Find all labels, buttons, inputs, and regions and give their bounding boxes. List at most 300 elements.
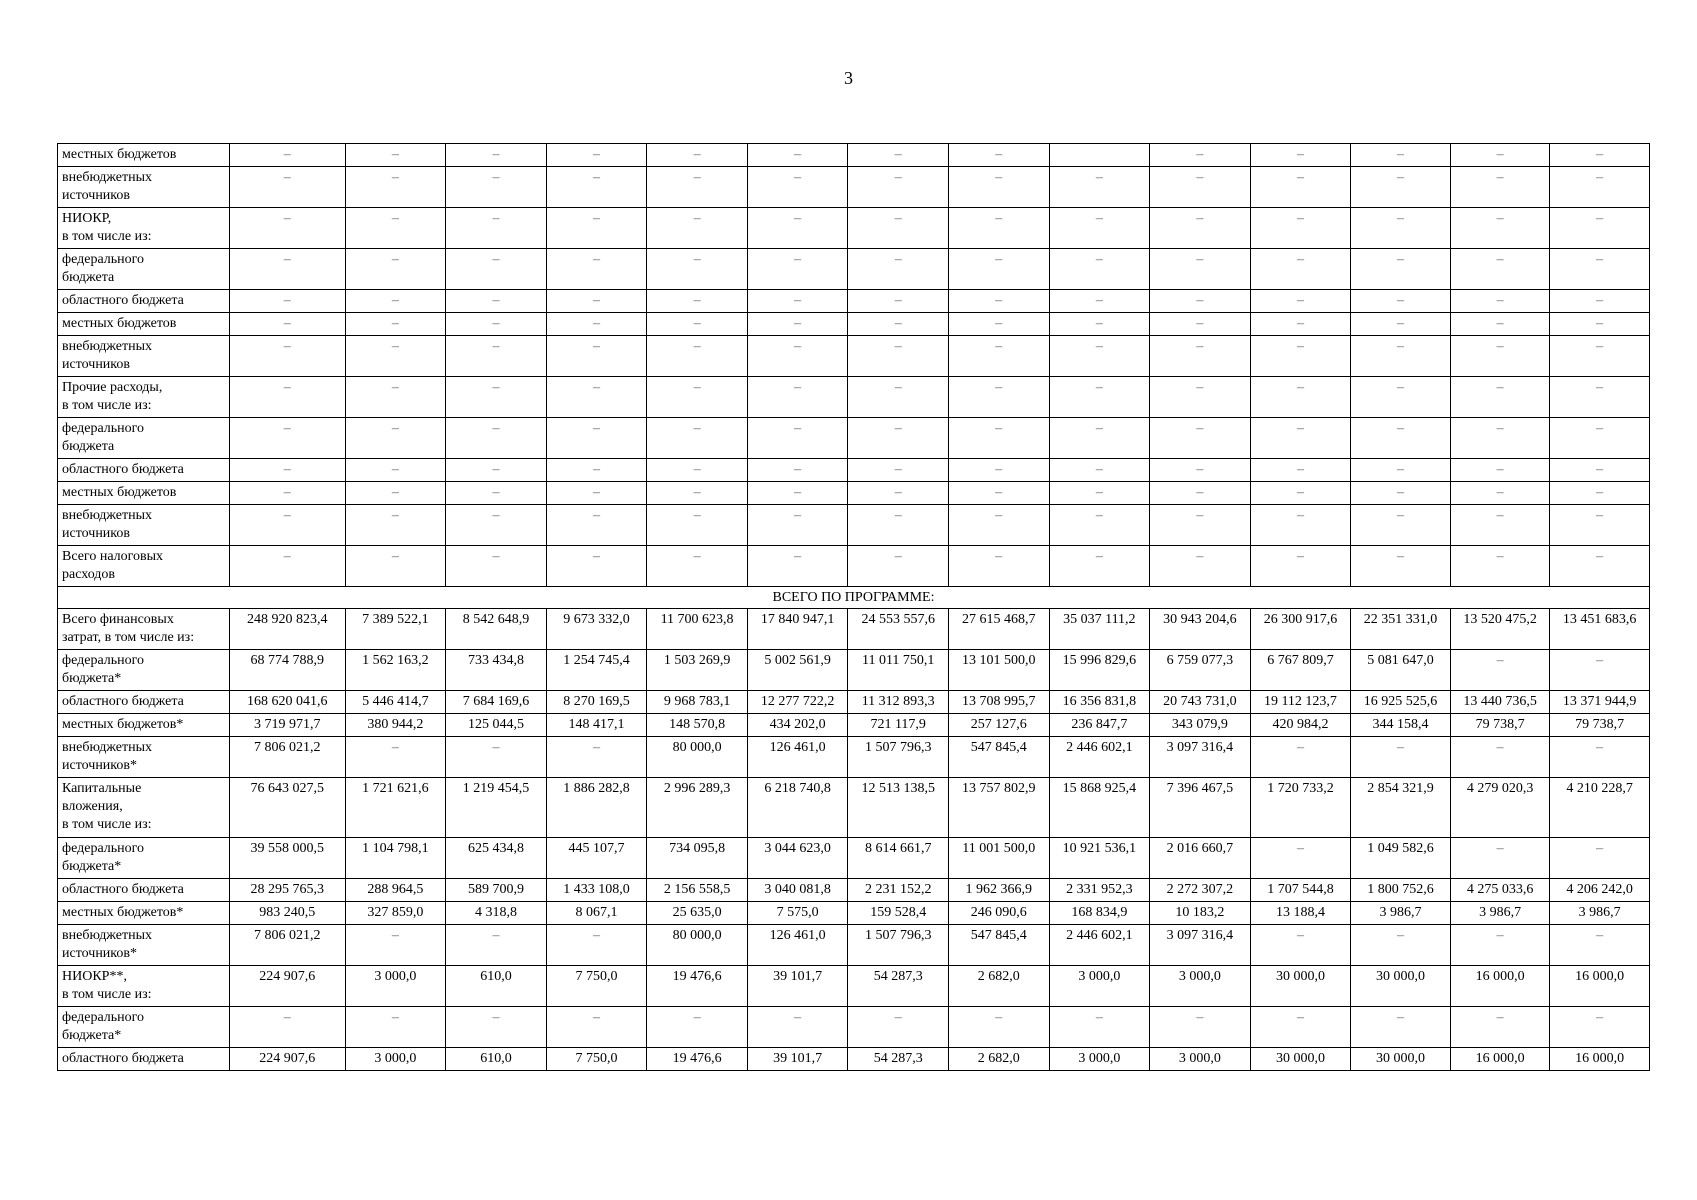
row-label-line: вложения, <box>62 799 123 814</box>
row-label <box>58 609 230 650</box>
value-cell: – <box>546 208 647 249</box>
value-cell: – <box>1250 313 1351 336</box>
value-cell: 2 446 602,1 <box>1049 925 1150 966</box>
value-cell: 3 000,0 <box>1049 1048 1150 1071</box>
value-cell: – <box>1550 290 1650 313</box>
value-cell <box>1049 144 1150 167</box>
value-cell: 76 643 027,5 <box>229 778 345 838</box>
value-cell: 8 067,1 <box>546 902 647 925</box>
value-cell: – <box>647 505 748 546</box>
row-label-line: источников* <box>62 946 138 961</box>
value-cell: – <box>1450 838 1550 879</box>
value-cell: 1 707 544,8 <box>1250 879 1351 902</box>
value-cell: – <box>1450 418 1550 459</box>
value-cell: 236 847,7 <box>1049 714 1150 737</box>
value-cell: – <box>848 249 949 290</box>
value-cell: – <box>1250 418 1351 459</box>
value-cell: 17 840 947,1 <box>747 609 848 650</box>
value-cell: – <box>1550 167 1650 208</box>
value-cell: – <box>1049 290 1150 313</box>
value-cell: – <box>1450 249 1550 290</box>
value-cell: 148 570,8 <box>647 714 748 737</box>
table-row <box>58 208 1650 249</box>
row-label <box>58 778 230 838</box>
value-cell: 721 117,9 <box>848 714 949 737</box>
value-cell: 2 231 152,2 <box>848 879 949 902</box>
value-cell: – <box>647 249 748 290</box>
value-cell: 3 986,7 <box>1351 902 1451 925</box>
value-cell: 30 000,0 <box>1351 966 1451 1007</box>
value-cell: 4 206 242,0 <box>1550 879 1650 902</box>
value-cell: 1 507 796,3 <box>848 737 949 778</box>
value-cell: 2 854 321,9 <box>1351 778 1451 838</box>
value-cell: – <box>446 737 547 778</box>
value-cell: – <box>948 290 1049 313</box>
value-cell: – <box>948 144 1049 167</box>
value-cell: 168 620 041,6 <box>229 691 345 714</box>
value-cell: – <box>1049 459 1150 482</box>
value-cell: 7 396 467,5 <box>1150 778 1251 838</box>
row-label-line: внебюджетных <box>62 928 153 943</box>
value-cell: 25 635,0 <box>647 902 748 925</box>
value-cell: 16 000,0 <box>1550 966 1650 1007</box>
value-cell: 12 513 138,5 <box>848 778 949 838</box>
value-cell: – <box>229 418 345 459</box>
value-cell: – <box>546 290 647 313</box>
value-cell: 39 101,7 <box>747 1048 848 1071</box>
value-cell: – <box>747 144 848 167</box>
value-cell: 248 920 823,4 <box>229 609 345 650</box>
value-cell: 344 158,4 <box>1351 714 1451 737</box>
value-cell: 68 774 788,9 <box>229 650 345 691</box>
value-cell: 7 750,0 <box>546 966 647 1007</box>
table-row <box>58 313 1650 336</box>
value-cell: – <box>446 313 547 336</box>
row-label-line: источников <box>62 188 131 203</box>
value-cell: 1 104 798,1 <box>345 838 446 879</box>
value-cell: – <box>1049 546 1150 587</box>
financing-table <box>57 143 1650 1071</box>
value-cell: – <box>1250 336 1351 377</box>
value-cell: – <box>747 418 848 459</box>
value-cell: – <box>1150 208 1251 249</box>
value-cell: – <box>747 505 848 546</box>
value-cell: – <box>848 208 949 249</box>
value-cell: – <box>1250 482 1351 505</box>
value-cell: – <box>647 1007 748 1048</box>
row-label-line: в том числе из: <box>62 398 152 413</box>
value-cell: 8 614 661,7 <box>848 838 949 879</box>
row-label-line: областного бюджета <box>62 694 184 709</box>
value-cell: – <box>345 482 446 505</box>
row-label <box>58 459 230 482</box>
value-cell: 3 000,0 <box>1150 1048 1251 1071</box>
value-cell: 610,0 <box>446 1048 547 1071</box>
value-cell: 3 097 316,4 <box>1150 925 1251 966</box>
table-row <box>58 609 1650 650</box>
value-cell: 589 700,9 <box>446 879 547 902</box>
row-label-line: НИОКР, <box>62 211 112 226</box>
section-title: ВСЕГО ПО ПРОГРАММЕ: <box>58 587 1650 609</box>
value-cell: – <box>1150 249 1251 290</box>
value-cell: – <box>446 167 547 208</box>
value-cell: – <box>647 546 748 587</box>
value-cell: 126 461,0 <box>747 925 848 966</box>
value-cell: 13 101 500,0 <box>948 650 1049 691</box>
value-cell: – <box>446 249 547 290</box>
value-cell: 80 000,0 <box>647 925 748 966</box>
value-cell: – <box>747 167 848 208</box>
value-cell: 1 507 796,3 <box>848 925 949 966</box>
row-label <box>58 336 230 377</box>
value-cell: 79 738,7 <box>1450 714 1550 737</box>
value-cell: 6 767 809,7 <box>1250 650 1351 691</box>
value-cell: – <box>948 1007 1049 1048</box>
value-cell: – <box>848 336 949 377</box>
value-cell: 15 996 829,6 <box>1049 650 1150 691</box>
value-cell: 54 287,3 <box>848 1048 949 1071</box>
value-cell: – <box>1550 377 1650 418</box>
value-cell: – <box>647 377 748 418</box>
value-cell: 1 721 621,6 <box>345 778 446 838</box>
table-row <box>58 902 1650 925</box>
value-cell: – <box>848 1007 949 1048</box>
value-cell: – <box>1351 290 1451 313</box>
value-cell: – <box>345 377 446 418</box>
row-label-line: бюджета* <box>62 1028 122 1043</box>
value-cell: – <box>546 418 647 459</box>
value-cell: 380 944,2 <box>345 714 446 737</box>
value-cell: – <box>446 925 547 966</box>
row-label <box>58 1048 230 1071</box>
value-cell: 16 000,0 <box>1450 966 1550 1007</box>
value-cell: – <box>546 144 647 167</box>
value-cell: – <box>647 336 748 377</box>
value-cell: 3 097 316,4 <box>1150 737 1251 778</box>
value-cell: 224 907,6 <box>229 1048 345 1071</box>
value-cell: – <box>1351 505 1451 546</box>
value-cell: 2 996 289,3 <box>647 778 748 838</box>
value-cell: 1 962 366,9 <box>948 879 1049 902</box>
value-cell: – <box>546 167 647 208</box>
row-label-line: областного бюджета <box>62 882 184 897</box>
row-label-line: бюджета* <box>62 671 122 686</box>
row-label <box>58 377 230 418</box>
row-label-line: внебюджетных <box>62 740 153 755</box>
value-cell: – <box>1250 167 1351 208</box>
value-cell: – <box>229 313 345 336</box>
value-cell: – <box>446 336 547 377</box>
value-cell: 1 800 752,6 <box>1351 879 1451 902</box>
row-label-line: НИОКР**, <box>62 969 127 984</box>
value-cell: – <box>747 249 848 290</box>
value-cell: 257 127,6 <box>948 714 1049 737</box>
value-cell: – <box>345 208 446 249</box>
row-label-line: областного бюджета <box>62 1051 184 1066</box>
value-cell: – <box>948 377 1049 418</box>
value-cell: 11 001 500,0 <box>948 838 1049 879</box>
value-cell: 27 615 468,7 <box>948 609 1049 650</box>
value-cell: 20 743 731,0 <box>1150 691 1251 714</box>
row-label <box>58 925 230 966</box>
value-cell: – <box>345 249 446 290</box>
value-cell: – <box>848 418 949 459</box>
row-label <box>58 838 230 879</box>
value-cell: – <box>848 290 949 313</box>
value-cell: – <box>345 737 446 778</box>
value-cell: – <box>546 925 647 966</box>
value-cell: – <box>848 546 949 587</box>
value-cell: – <box>647 290 748 313</box>
table-row <box>58 714 1650 737</box>
value-cell: – <box>1250 505 1351 546</box>
value-cell: 10 921 536,1 <box>1049 838 1150 879</box>
row-label-line: Всего финансовых <box>62 612 174 627</box>
value-cell: – <box>546 482 647 505</box>
value-cell: 4 279 020,3 <box>1450 778 1550 838</box>
value-cell: 734 095,8 <box>647 838 748 879</box>
value-cell: 224 907,6 <box>229 966 345 1007</box>
value-cell: – <box>1150 313 1251 336</box>
value-cell: – <box>747 1007 848 1048</box>
row-label <box>58 691 230 714</box>
value-cell: 3 000,0 <box>1150 966 1251 1007</box>
table-row <box>58 336 1650 377</box>
value-cell: 327 859,0 <box>345 902 446 925</box>
value-cell: – <box>546 1007 647 1048</box>
value-cell: – <box>1250 144 1351 167</box>
value-cell: – <box>1150 377 1251 418</box>
value-cell: 420 984,2 <box>1250 714 1351 737</box>
value-cell: – <box>948 418 1049 459</box>
row-label-line: источников* <box>62 758 138 773</box>
value-cell: – <box>546 377 647 418</box>
value-cell: – <box>1450 336 1550 377</box>
value-cell: – <box>446 144 547 167</box>
value-cell: 1 562 163,2 <box>345 650 446 691</box>
value-cell: 125 044,5 <box>446 714 547 737</box>
value-cell: 7 684 169,6 <box>446 691 547 714</box>
value-cell: – <box>1351 167 1451 208</box>
table-row <box>58 650 1650 691</box>
row-label <box>58 167 230 208</box>
row-label-line: федерального <box>62 421 145 436</box>
value-cell: – <box>1351 418 1451 459</box>
value-cell: – <box>1450 737 1550 778</box>
value-cell: 13 188,4 <box>1250 902 1351 925</box>
row-label <box>58 966 230 1007</box>
value-cell: – <box>848 459 949 482</box>
value-cell: 1 219 454,5 <box>446 778 547 838</box>
row-label-line: бюджета <box>62 439 115 454</box>
value-cell: 28 295 765,3 <box>229 879 345 902</box>
table-row <box>58 546 1650 587</box>
value-cell: – <box>446 505 547 546</box>
value-cell: 24 553 557,6 <box>848 609 949 650</box>
row-label-line: областного бюджета <box>62 462 184 477</box>
value-cell: – <box>1049 505 1150 546</box>
value-cell: – <box>1250 208 1351 249</box>
value-cell: 39 101,7 <box>747 966 848 1007</box>
value-cell: – <box>1049 482 1150 505</box>
value-cell: 5 081 647,0 <box>1351 650 1451 691</box>
value-cell: – <box>1550 838 1650 879</box>
value-cell: – <box>446 482 547 505</box>
value-cell: – <box>1450 313 1550 336</box>
table-row <box>58 737 1650 778</box>
value-cell: – <box>1450 1007 1550 1048</box>
row-label <box>58 737 230 778</box>
table-row <box>58 290 1650 313</box>
value-cell: – <box>1550 482 1650 505</box>
value-cell: – <box>1450 505 1550 546</box>
value-cell: – <box>546 336 647 377</box>
value-cell: – <box>546 737 647 778</box>
row-label-line: Всего налоговых <box>62 549 164 564</box>
value-cell: – <box>1550 208 1650 249</box>
value-cell: 16 356 831,8 <box>1049 691 1150 714</box>
value-cell: – <box>1250 838 1351 879</box>
value-cell: 5 002 561,9 <box>747 650 848 691</box>
value-cell: – <box>1351 925 1451 966</box>
value-cell: 5 446 414,7 <box>345 691 446 714</box>
row-label <box>58 546 230 587</box>
table-row <box>58 778 1650 838</box>
value-cell: 19 112 123,7 <box>1250 691 1351 714</box>
value-cell: – <box>647 144 748 167</box>
value-cell: – <box>446 208 547 249</box>
row-label <box>58 313 230 336</box>
row-label-line: внебюджетных <box>62 508 153 523</box>
row-label <box>58 714 230 737</box>
table-row <box>58 879 1650 902</box>
value-cell: – <box>345 459 446 482</box>
value-cell: – <box>229 505 345 546</box>
value-cell: – <box>647 418 748 459</box>
value-cell: – <box>446 546 547 587</box>
value-cell: – <box>1150 290 1251 313</box>
value-cell: – <box>1550 737 1650 778</box>
value-cell: – <box>1250 925 1351 966</box>
value-cell: – <box>1550 459 1650 482</box>
table-row <box>58 482 1650 505</box>
value-cell: – <box>1351 249 1451 290</box>
value-cell: 13 520 475,2 <box>1450 609 1550 650</box>
value-cell: – <box>345 313 446 336</box>
value-cell: 4 275 033,6 <box>1450 879 1550 902</box>
value-cell: 733 434,8 <box>446 650 547 691</box>
value-cell: 4 210 228,7 <box>1550 778 1650 838</box>
value-cell: – <box>229 144 345 167</box>
value-cell: – <box>747 377 848 418</box>
value-cell: – <box>546 249 647 290</box>
value-cell: 6 218 740,8 <box>747 778 848 838</box>
value-cell: – <box>546 313 647 336</box>
value-cell: – <box>229 249 345 290</box>
value-cell: 434 202,0 <box>747 714 848 737</box>
value-cell: – <box>1049 1007 1150 1048</box>
value-cell: – <box>345 290 446 313</box>
value-cell: – <box>647 167 748 208</box>
value-cell: 2 682,0 <box>948 1048 1049 1071</box>
value-cell: – <box>345 336 446 377</box>
value-cell: – <box>948 459 1049 482</box>
value-cell: 11 700 623,8 <box>647 609 748 650</box>
value-cell: – <box>948 313 1049 336</box>
value-cell: – <box>229 377 345 418</box>
table-row <box>58 966 1650 1007</box>
value-cell: – <box>948 167 1049 208</box>
row-label-line: Капитальные <box>62 781 142 796</box>
row-label-line: внебюджетных <box>62 339 153 354</box>
value-cell: – <box>1250 459 1351 482</box>
value-cell: 10 183,2 <box>1150 902 1251 925</box>
row-label-line: бюджета* <box>62 859 122 874</box>
value-cell: – <box>1351 313 1451 336</box>
value-cell: 9 968 783,1 <box>647 691 748 714</box>
row-label-line: федерального <box>62 841 145 856</box>
value-cell: 3 040 081,8 <box>747 879 848 902</box>
value-cell: – <box>345 925 446 966</box>
section-row <box>58 587 1650 609</box>
value-cell: – <box>647 208 748 249</box>
value-cell: 7 389 522,1 <box>345 609 446 650</box>
value-cell: – <box>1049 313 1150 336</box>
value-cell: – <box>546 546 647 587</box>
value-cell: 3 000,0 <box>1049 966 1150 1007</box>
row-label-line: федерального <box>62 653 145 668</box>
value-cell: 610,0 <box>446 966 547 1007</box>
value-cell: 148 417,1 <box>546 714 647 737</box>
value-cell: – <box>1351 208 1451 249</box>
value-cell: 39 558 000,5 <box>229 838 345 879</box>
value-cell: 13 371 944,9 <box>1550 691 1650 714</box>
value-cell: 13 757 802,9 <box>948 778 1049 838</box>
row-label-line: местных бюджетов* <box>62 905 184 920</box>
value-cell: – <box>1450 377 1550 418</box>
value-cell: 3 986,7 <box>1550 902 1650 925</box>
value-cell: 3 000,0 <box>345 1048 446 1071</box>
row-label <box>58 418 230 459</box>
value-cell: – <box>1550 546 1650 587</box>
value-cell: – <box>1450 925 1550 966</box>
value-cell: – <box>1450 482 1550 505</box>
value-cell: – <box>948 505 1049 546</box>
value-cell: – <box>647 459 748 482</box>
value-cell: – <box>1150 167 1251 208</box>
value-cell: 126 461,0 <box>747 737 848 778</box>
value-cell: – <box>1250 1007 1351 1048</box>
value-cell: – <box>1150 546 1251 587</box>
value-cell: – <box>1550 144 1650 167</box>
row-label-line: внебюджетных <box>62 170 153 185</box>
value-cell: 1 886 282,8 <box>546 778 647 838</box>
table-row <box>58 459 1650 482</box>
value-cell: 13 708 995,7 <box>948 691 1049 714</box>
value-cell: 246 090,6 <box>948 902 1049 925</box>
row-label-line: областного бюджета <box>62 293 184 308</box>
value-cell: 159 528,4 <box>848 902 949 925</box>
value-cell: 343 079,9 <box>1150 714 1251 737</box>
value-cell: – <box>229 208 345 249</box>
value-cell: 30 943 204,6 <box>1150 609 1251 650</box>
value-cell: – <box>229 546 345 587</box>
value-cell: 26 300 917,6 <box>1250 609 1351 650</box>
row-label <box>58 902 230 925</box>
row-label <box>58 505 230 546</box>
row-label-line: Прочие расходы, <box>62 380 163 395</box>
value-cell: – <box>1550 418 1650 459</box>
